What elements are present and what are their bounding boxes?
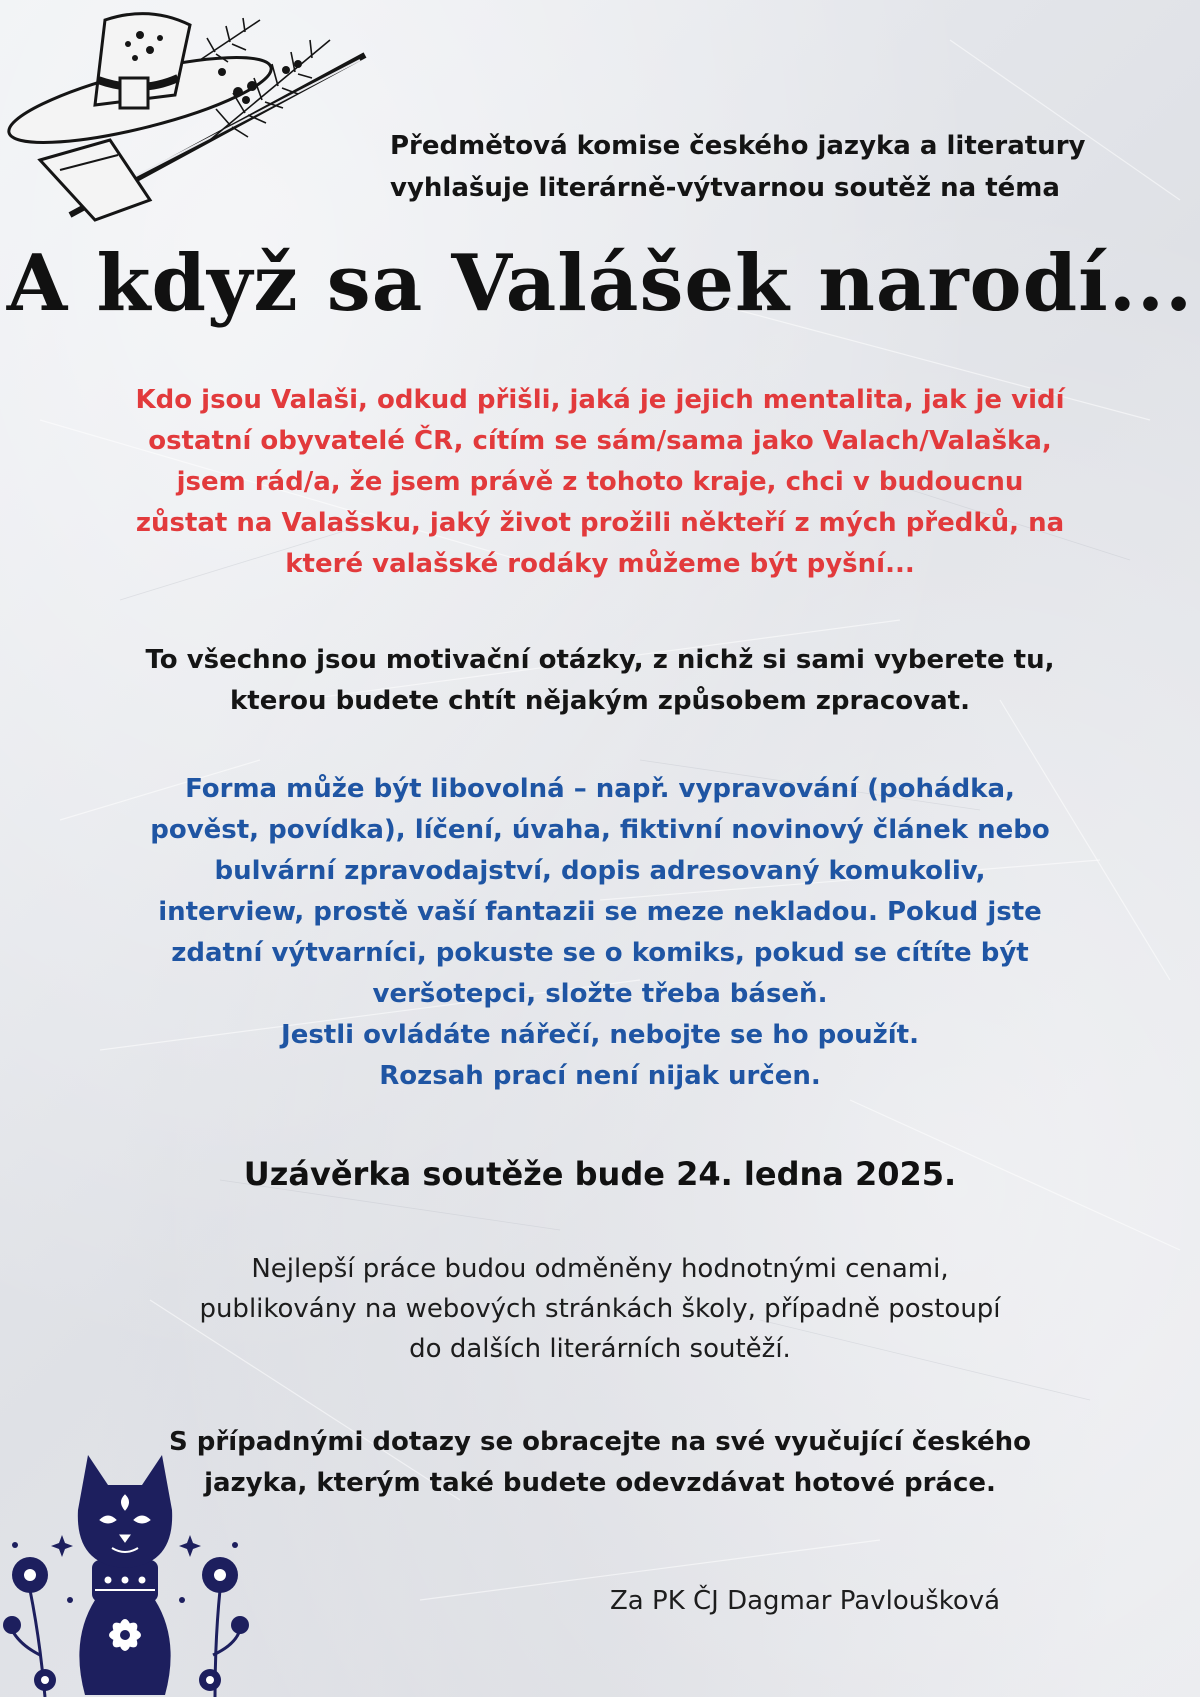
question-line: které valašské rodáky můžeme být pyšní... [285,549,915,579]
instruction-line: To všechno jsou motivační otázky, z nichž si sami vyberete tu, [145,645,1055,675]
announcement-line: vyhlašuje literárně-výtvarnou soutěž na téma [390,173,1060,203]
form-line: Rozsah prací není nijak určen. [379,1061,821,1091]
form-line: Jestli ovládáte nářečí, nebojte se ho použít. [281,1020,919,1050]
prizes-line: Nejlepší práce budou odměněny hodnotnými cenami, [251,1254,949,1284]
signature: Za PK ČJ Dagmar Pavloušková [610,1586,1001,1616]
motivation-questions [0,380,1200,585]
form-line: Forma může být libovolná – např. vypravování (pohádka, [185,774,1015,804]
form-line: interview, prostě vaší fantazii se meze nekladou. Pokud jste [158,897,1042,927]
folk-cat-illustration [0,1440,250,1697]
form-line: pověst, povídka), líčení, úvaha, fiktivní novinový článek nebo [150,815,1050,845]
form-line: bulvární zpravodajství, dopis adresovaný komukoliv, [214,856,986,886]
organizer-line: Předmětová komise českého jazyka a literatury [390,131,1086,161]
deadline-notice: Uzávěrka soutěže bude 24. ledna 2025. [243,1155,957,1193]
contact-line: jazyka, kterým také budete odevzdávat hotové práce. [204,1468,996,1498]
prizes-info [0,1249,1200,1369]
competition-title: A když sa Valášek narodí... [6,238,1194,329]
motivation-instructions [0,640,1200,722]
question-line: jsem rád/a, že jsem právě z tohoto kraje, chci v budoucnu [176,467,1024,497]
form-line: veršotepci, složte třeba báseň. [372,979,828,1009]
prizes-line: publikovány na webových stránkách školy, případně postoupí [199,1294,1001,1324]
instruction-line: kterou budete chtít nějakým způsobem zpracovat. [230,686,970,716]
question-line: ostatní obyvatelé ČR, cítím se sám/sama jako Valach/Valaška, [148,426,1052,456]
form-description [0,769,1200,1097]
contact-line: S případnými dotazy se obracejte na své vyučující českého [169,1427,1031,1457]
question-line: Kdo jsou Valaši, odkud přišli, jaká je jejich mentalita, jak je vidí [135,385,1065,415]
prizes-line: do dalších literárních soutěží. [409,1334,791,1364]
form-line: zdatní výtvarníci, pokuste se o komiks, pokud se cítíte být [171,938,1029,968]
hat-axe-illustration [0,0,395,225]
question-line: zůstat na Valašsku, jaký život prožili někteří z mých předků, na [135,508,1065,538]
